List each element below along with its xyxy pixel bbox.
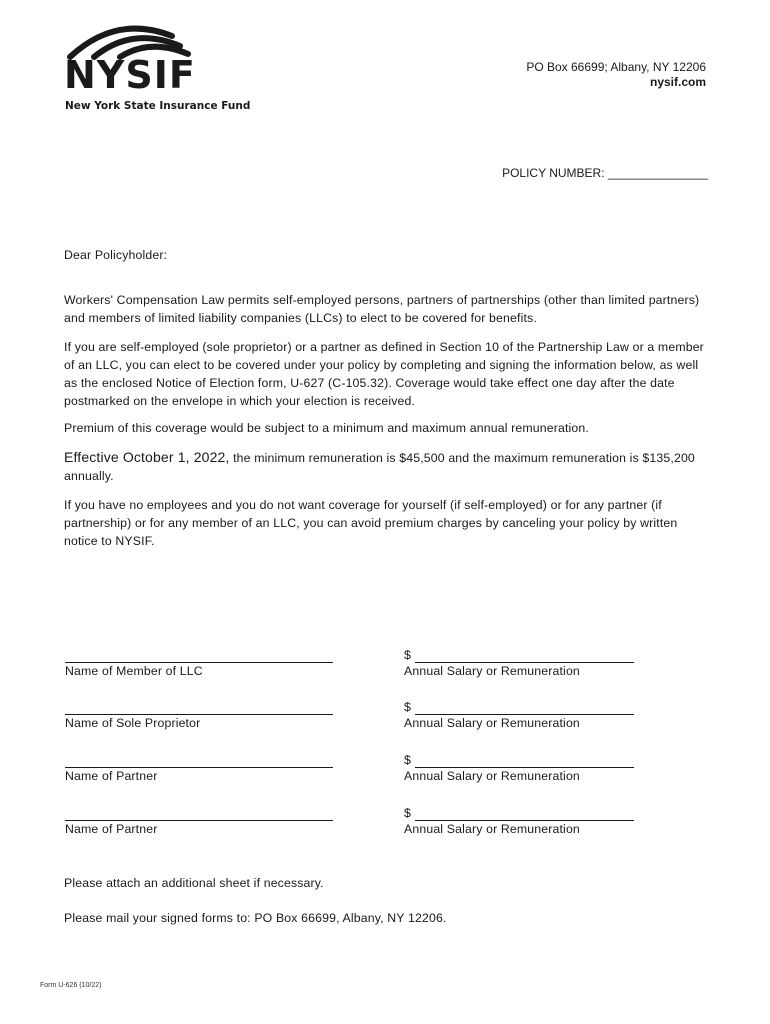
name-input-line[interactable]: [65, 662, 333, 663]
paragraph-text: If you have no employees and you do not want coverage for yourself (if self-employed) or for any partner (if partnership) or for any member of an LLC, you can avoid premium charges by canceling your policy by written notice to NYSIF.: [64, 498, 678, 548]
paragraph-text: Workers' Compensation Law permits self-employed persons, partners of partnerships (other than limited partners) and members of limited liability companies (LLCs) to elect to be covered for benefits.: [64, 293, 700, 325]
website-link[interactable]: nysif.com: [649, 75, 706, 89]
salary-field-label: Annual Salary or Remuneration: [404, 664, 580, 678]
name-field-label: Name of Partner: [65, 822, 158, 836]
salary-field-label: Annual Salary or Remuneration: [404, 822, 580, 836]
form-code: Form U-626 (10/22): [40, 982, 102, 989]
attach-sheet-note: Please attach an additional sheet if necessary.: [64, 876, 324, 890]
paragraph-text: Premium of this coverage would be subject to a minimum and maximum annual remuneration.: [64, 421, 589, 435]
nysif-logo: [64, 20, 251, 116]
currency-symbol: $: [404, 753, 411, 767]
logo-wordmark: NYSIF: [64, 53, 196, 97]
name-field-label: Name of Partner: [65, 769, 158, 783]
salary-field-label: Annual Salary or Remuneration: [404, 769, 580, 783]
mail-forms-note: Please mail your signed forms to: PO Box 66699, Albany, NY 12206.: [64, 911, 447, 925]
effective-date: Effective October 1, 2022,: [64, 449, 230, 465]
salary-input-line[interactable]: [415, 767, 634, 768]
currency-symbol: $: [404, 700, 411, 714]
salary-input-line[interactable]: [415, 662, 634, 663]
salary-input-line[interactable]: [415, 820, 634, 821]
salary-input-line[interactable]: [415, 714, 634, 715]
currency-symbol: $: [404, 648, 411, 662]
remuneration-text: the minimum remuneration is $45,500 and the maximum remuneration is $135,200 annually.: [64, 451, 695, 483]
paragraph-remuneration: [64, 448, 706, 485]
paragraph-eligibility: [64, 291, 706, 327]
paragraph-election: [64, 338, 706, 410]
logo-subtitle: New York State Insurance Fund: [65, 100, 251, 112]
paragraph-premium: [64, 419, 706, 437]
name-input-line[interactable]: [65, 767, 333, 768]
paragraph-text: If you are self-employed (sole proprietor) or a partner as defined in Section 10 of the Partnership Law or a member of an LLC, you can elect to be covered under your policy by completing and signing the information below, as well as the enclosed Notice of Election form, U-627 (C-105.32). Coverage would take effect one day after the date postmarked on the envelope in which your election is received.: [64, 340, 704, 408]
address-block: [526, 60, 706, 90]
policy-number-field[interactable]: POLICY NUMBER: _______________: [502, 166, 708, 180]
currency-symbol: $: [404, 806, 411, 820]
name-field-label: Name of Member of LLC: [65, 664, 203, 678]
name-input-line[interactable]: [65, 714, 333, 715]
name-input-line[interactable]: [65, 820, 333, 821]
paragraph-cancel: [64, 496, 706, 550]
salutation: Dear Policyholder:: [64, 248, 168, 262]
salary-field-label: Annual Salary or Remuneration: [404, 716, 580, 730]
name-field-label: Name of Sole Proprietor: [65, 716, 201, 730]
mailing-address: PO Box 66699; Albany, NY 12206: [526, 60, 706, 74]
